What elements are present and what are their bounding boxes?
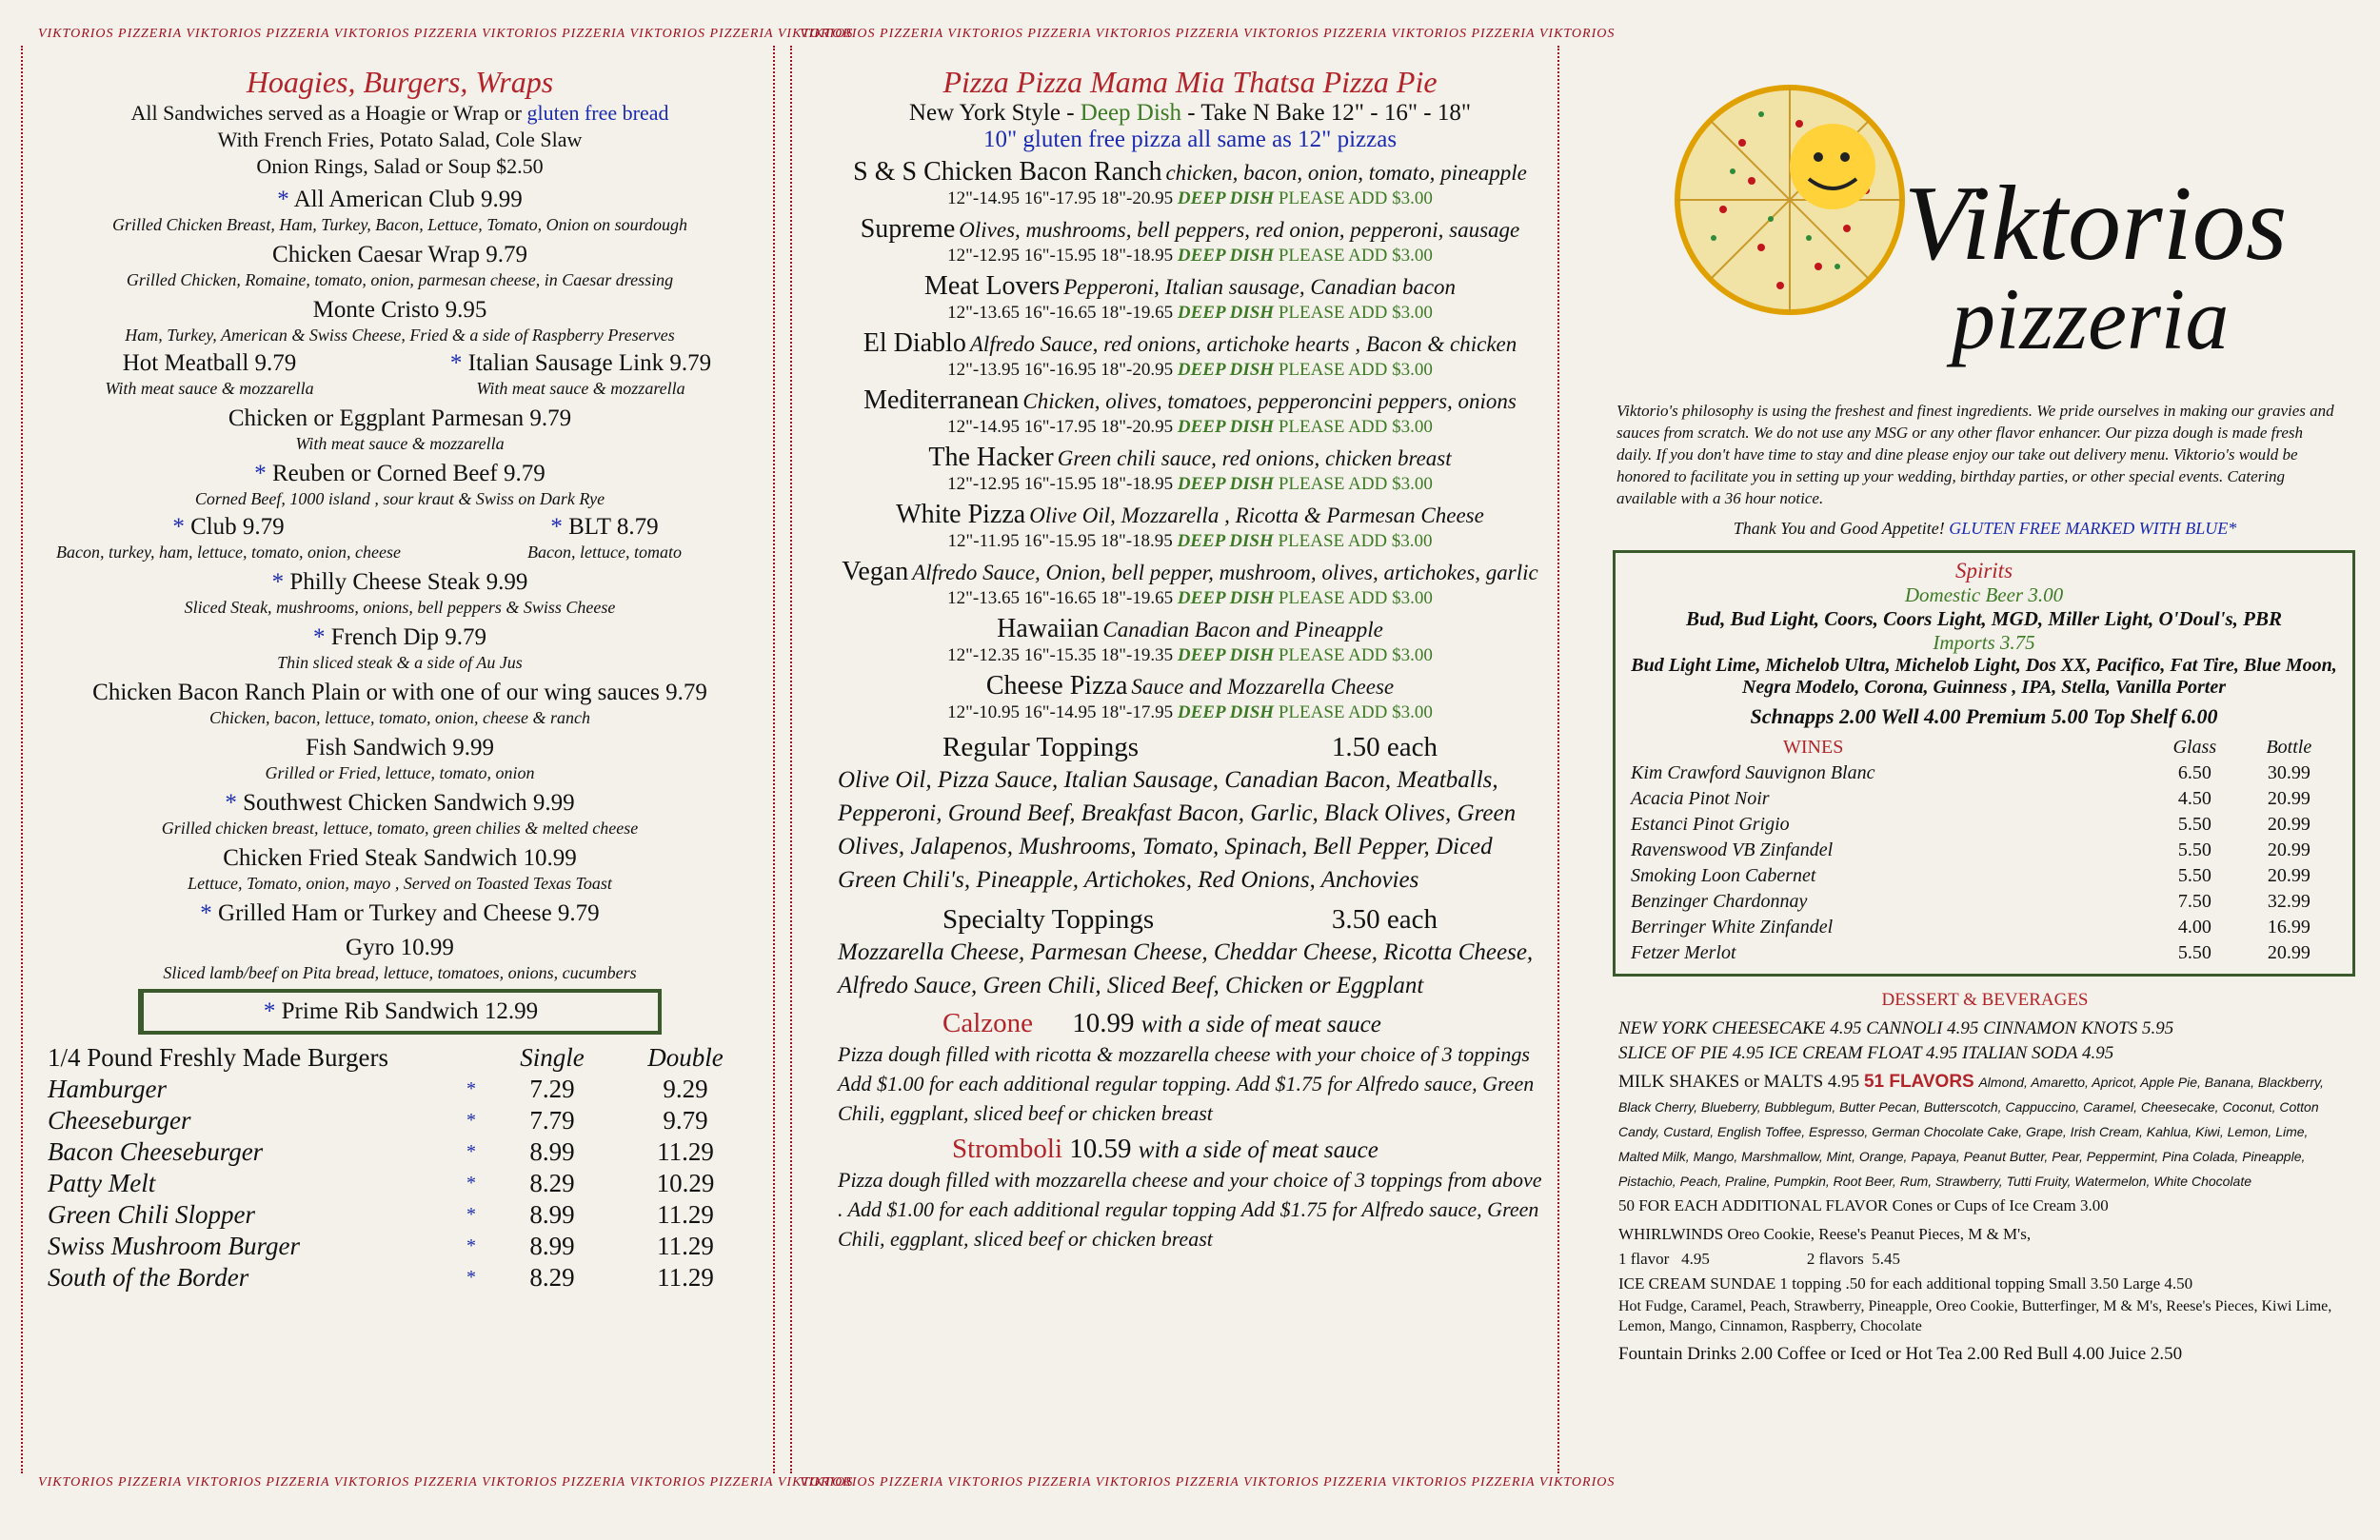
menu-item-name: All American Club 9.99 bbox=[293, 187, 523, 212]
wine-name: Estanci Pinot Grigio bbox=[1631, 814, 1790, 835]
menu-item bbox=[38, 734, 762, 783]
pizza-prices: 12"-12.95 16"-15.95 18"-18.95 bbox=[947, 246, 1174, 266]
burger-double-price: 10.29 bbox=[656, 1169, 715, 1197]
section-title: Pizza Pizza Mama Mia Thatsa Pizza Pie bbox=[942, 65, 1438, 99]
stromboli-desc: Pizza dough filled with mozzarella cheese and your choice of 3 toppings from above . Add $1.00 for each additional regular topping Add $1.75 for Alfredo sauce, Green Chili, eggplant, sliced beef or chicken breast bbox=[838, 1168, 1542, 1251]
wine-row bbox=[1631, 940, 2337, 966]
wine-row bbox=[1631, 812, 2337, 838]
shots-prices: Schnapps 2.00 Well 4.00 Premium 5.00 Top Shelf 6.00 bbox=[1750, 704, 2218, 728]
menu-item-name: Club 9.79 bbox=[190, 514, 285, 540]
shakes-label: MILK SHAKES or MALTS 4.95 bbox=[1618, 1072, 1864, 1092]
burger-single-price: 7.29 bbox=[529, 1075, 575, 1103]
regular-toppings-list: Olive Oil, Pizza Sauce, Italian Sausage, Canadian Bacon, Meatballs, Pepperoni, Ground Beef, Breakfast Bacon, Garlic, Black Olives, Green Olives, Jalapenos, Mushrooms, Tomato, Spinach, Bell Pepper, Diced Green Chili's, Pineapple, Artichokes, Red Onions, Anchovies bbox=[838, 767, 1517, 893]
domestic-beer: Domestic Beer 3.00 bbox=[1904, 583, 2064, 606]
wine-row bbox=[1631, 889, 2337, 915]
wine-row bbox=[1631, 863, 2337, 889]
wine-row bbox=[1631, 915, 2337, 940]
single-header: Single bbox=[520, 1043, 585, 1072]
burger-double-price: 11.29 bbox=[657, 1263, 714, 1292]
wine-bottle-price: 20.99 bbox=[2267, 839, 2311, 860]
intro-line: All Sandwiches served as a Hoagie or Wrap or bbox=[130, 101, 527, 125]
imports-beer: Imports 3.75 bbox=[1933, 631, 2035, 654]
burger-name: Patty Melt bbox=[48, 1169, 156, 1197]
menu-item-desc: Corned Beef, 1000 island , sour kraut & Swiss on Dark Rye bbox=[194, 489, 605, 508]
burger-name: Swiss Mushroom Burger bbox=[48, 1232, 301, 1260]
pizza-name: White Pizza bbox=[896, 500, 1026, 529]
pizza-name: Vegan bbox=[842, 557, 909, 586]
pizza-desc: Green chili sauce, red onions, chicken breast bbox=[1057, 446, 1452, 470]
logo-area bbox=[1609, 38, 2361, 400]
border-bottom: VIKTORIOS PIZZERIA VIKTORIOS PIZZERIA VIKTORIOS PIZZERIA VIKTORIOS PIZZERIA VIKTORIOS PIZZERIA VIKTORIOS bbox=[38, 1475, 854, 1490]
pizza-item bbox=[838, 614, 1542, 667]
sundae: ICE CREAM SUNDAE 1 topping .50 for each additional topping Small 3.50 Large 4.50 bbox=[1618, 1274, 2193, 1293]
gluten-free-star: * bbox=[466, 1173, 476, 1194]
menu-item-name: Chicken or Eggplant Parmesan 9.79 bbox=[228, 405, 572, 431]
pizza-prices: 12"-14.95 16"-17.95 18"-20.95 bbox=[947, 417, 1174, 437]
burger-double-price: 9.29 bbox=[663, 1075, 708, 1103]
deep-dish-label: DEEP DISH bbox=[1177, 417, 1275, 437]
deep-dish-label: DEEP DISH bbox=[1177, 246, 1275, 266]
menu-item bbox=[38, 186, 762, 235]
deep-dish-label: DEEP DISH bbox=[1177, 303, 1275, 323]
burger-single-price: 8.29 bbox=[529, 1263, 575, 1292]
wine-name: Benzinger Chardonnay bbox=[1631, 891, 1808, 912]
drinks-line: Fountain Drinks 2.00 Coffee or Iced or Hot Tea 2.00 Red Bull 4.00 Juice 2.50 bbox=[1618, 1344, 2183, 1364]
pizza-list bbox=[838, 157, 1542, 724]
burger-double-price: 11.29 bbox=[657, 1232, 714, 1260]
style-text: - Take N Bake 12" - 16" - 18" bbox=[1181, 100, 1472, 126]
menu-item-name: Grilled Ham or Turkey and Cheese 9.79 bbox=[218, 900, 600, 926]
drinks-box bbox=[1613, 550, 2355, 977]
wine-name: Kim Crawford Sauvignon Blanc bbox=[1631, 762, 1875, 783]
pizza-name: Mediterranean bbox=[863, 385, 1020, 415]
burger-double-price: 11.29 bbox=[657, 1137, 714, 1166]
pizza-prices: 12"-13.65 16"-16.65 18"-19.65 bbox=[947, 303, 1174, 323]
pizza-item bbox=[838, 557, 1542, 610]
pizza-desc: Olive Oil, Mozzarella , Ricotta & Parmesan Cheese bbox=[1029, 503, 1484, 527]
sandwich-panel bbox=[38, 27, 854, 1492]
pizza-prices: 12"-10.95 16"-14.95 18"-17.95 bbox=[947, 702, 1174, 722]
pizza-prices: 12"-12.95 16"-15.95 18"-18.95 bbox=[947, 474, 1174, 494]
gluten-free-star: * bbox=[466, 1267, 476, 1288]
prime-rib-box bbox=[138, 989, 662, 1035]
wine-name: Berringer White Zinfandel bbox=[1631, 917, 1834, 938]
style-text: New York Style - bbox=[908, 100, 1081, 126]
wine-glass-price: 5.50 bbox=[2177, 942, 2211, 963]
menu-item-name: Prime Rib Sandwich 12.99 bbox=[281, 998, 539, 1024]
menu-item-name: Reuben or Corned Beef 9.79 bbox=[272, 461, 545, 486]
menu-item-desc: Sliced lamb/beef on Pita bread, lettuce, tomatoes, onions, cucumbers bbox=[163, 963, 637, 982]
menu-item-name: Southwest Chicken Sandwich 9.99 bbox=[243, 790, 575, 816]
menu-item-desc: Grilled Chicken Breast, Ham, Turkey, Bacon, Lettuce, Tomato, Onion on sourdough bbox=[112, 215, 687, 234]
bottle-header: Bottle bbox=[2266, 737, 2312, 758]
wine-glass-price: 4.00 bbox=[2177, 917, 2211, 938]
philosophy-text: Viktorio's philosophy is using the freshest and finest ingredients. We pride ourselves in making our gravies and sauces from scratch. We do not use any MSG or any other flavor enhancer. Our pizza dough is made fresh daily. If you don't have time to stay and dine please enjoy our take out delivery menu. Viktorio's would be honored to facilitate you in setting up your wedding, birthday parties, or other special events. Catering available with a 36 hour notice. bbox=[1616, 402, 2334, 507]
sundae-toppings: Hot Fudge, Caramel, Peach, Strawberry, Pineapple, Oreo Cookie, Butterfinger, M & M's, Reese's Pieces, Kiwi Lime, Lemon, Mango, Cinnamon, Raspberry, Chocolate bbox=[1618, 1298, 2332, 1334]
burger-double-price: 11.29 bbox=[657, 1200, 714, 1229]
pizza-item bbox=[838, 671, 1542, 724]
logo-subtitle: pizzeria bbox=[1952, 270, 2230, 367]
gluten-free-star: * bbox=[271, 569, 290, 595]
border-left bbox=[21, 46, 34, 1473]
deep-dish-label: Deep Dish bbox=[1080, 100, 1182, 126]
intro-line: Onion Rings, Salad or Soup $2.50 bbox=[256, 154, 544, 178]
pizza-name: El Diablo bbox=[863, 328, 966, 358]
menu-item-desc: Grilled Chicken, Romaine, tomato, onion, parmesan cheese, in Caesar dressing bbox=[126, 270, 674, 289]
stromboli-title: Stromboli bbox=[952, 1134, 1063, 1164]
pizza-desc: Alfredo Sauce, Onion, bell pepper, mushroom, olives, artichokes, garlic bbox=[912, 561, 1538, 584]
gluten-free-star: * bbox=[172, 514, 191, 540]
intro-line: With French Fries, Potato Salad, Cole Slaw bbox=[217, 128, 583, 151]
wine-name: Acacia Pinot Noir bbox=[1631, 788, 1770, 809]
regular-toppings-title: Regular Toppings bbox=[942, 732, 1140, 762]
burger-name: Green Chili Slopper bbox=[48, 1200, 255, 1229]
wine-bottle-price: 20.99 bbox=[2267, 814, 2311, 835]
wine-row bbox=[1631, 838, 2337, 863]
pizza-name: S & S Chicken Bacon Ranch bbox=[853, 157, 1162, 187]
burger-row bbox=[38, 1136, 752, 1168]
menu-item-desc: Thin sliced steak & a side of Au Jus bbox=[277, 653, 523, 672]
glass-header: Glass bbox=[2172, 737, 2217, 758]
burger-single-price: 8.29 bbox=[529, 1169, 575, 1197]
double-header: Double bbox=[647, 1043, 724, 1072]
deep-dish-price: PLEASE ADD $3.00 bbox=[1278, 246, 1433, 266]
menu-item-name: French Dip 9.79 bbox=[330, 624, 486, 650]
stromboli-side: with a side of meat sauce bbox=[1138, 1137, 1378, 1163]
burger-name: South of the Border bbox=[48, 1263, 249, 1292]
imports-list: Bud Light Lime, Michelob Ultra, Michelob Light, Dos XX, Pacifico, Fat Tire, Blue Moon, Negra Modelo, Corona, Guinness , IPA, Stella, Vanilla Porter bbox=[1631, 655, 2337, 698]
deep-dish-price: PLEASE ADD $3.00 bbox=[1278, 417, 1433, 437]
menu-item-desc: Grilled chicken breast, lettuce, tomato, green chilies & melted cheese bbox=[161, 819, 639, 838]
deep-dish-price: PLEASE ADD $3.00 bbox=[1278, 474, 1433, 494]
burger-name: Hamburger bbox=[48, 1075, 167, 1103]
wines-table bbox=[1631, 735, 2337, 966]
thanks-text: Thank You and Good Appetite! bbox=[1733, 519, 1945, 538]
dessert-line: NEW YORK CHEESECAKE 4.95 CANNOLI 4.95 CINNAMON KNOTS 5.95 bbox=[1618, 1018, 2174, 1038]
deep-dish-label: DEEP DISH bbox=[1177, 474, 1275, 494]
flavors-count: 51 FLAVORS bbox=[1863, 1072, 1974, 1092]
pizza-prices: 12"-11.95 16"-15.95 18"-18.95 bbox=[947, 531, 1173, 551]
pizza-name: Supreme bbox=[860, 214, 956, 244]
menu-item-name: Chicken Caesar Wrap 9.79 bbox=[272, 242, 527, 267]
menu-item bbox=[38, 899, 762, 928]
menu-item-desc: Sliced Steak, mushrooms, onions, bell peppers & Swiss Cheese bbox=[184, 598, 616, 617]
menu-item bbox=[38, 568, 762, 618]
whirlwinds-prices: 1 flavor 4.95 2 flavors 5.45 bbox=[1618, 1250, 1901, 1268]
pizza-desc: Olives, mushrooms, bell peppers, red onion, pepperoni, sausage bbox=[959, 218, 1520, 242]
gluten-free-star: * bbox=[550, 514, 569, 540]
section-title: Hoagies, Burgers, Wraps bbox=[246, 65, 554, 99]
menu-item-desc: Grilled or Fried, lettuce, tomato, onion bbox=[265, 763, 535, 782]
burger-single-price: 8.99 bbox=[529, 1137, 575, 1166]
menu-item bbox=[38, 241, 762, 290]
menu-item-desc: With meat sauce & mozzarella bbox=[105, 379, 314, 398]
burgers-table bbox=[38, 1042, 752, 1293]
burger-row bbox=[38, 1199, 752, 1231]
pizza-desc: Canadian Bacon and Pineapple bbox=[1102, 618, 1383, 642]
pizza-item bbox=[838, 157, 1542, 210]
info-panel bbox=[1609, 38, 2361, 1504]
burgers-title: 1/4 Pound Freshly Made Burgers bbox=[48, 1043, 388, 1072]
pizza-name: Meat Lovers bbox=[923, 271, 1061, 301]
burger-row bbox=[38, 1231, 752, 1262]
menu-item-name: Chicken Fried Steak Sandwich 10.99 bbox=[223, 845, 577, 871]
burger-single-price: 8.99 bbox=[529, 1232, 575, 1260]
gluten-free-star: * bbox=[263, 998, 282, 1024]
deep-dish-price: PLEASE ADD $3.00 bbox=[1278, 588, 1433, 608]
menu-item-desc: Ham, Turkey, American & Swiss Cheese, Fried & a side of Raspberry Preserves bbox=[125, 326, 675, 345]
stromboli-price: 10.59 bbox=[1069, 1134, 1132, 1164]
pizza-desc: Sauce and Mozzarella Cheese bbox=[1131, 675, 1395, 699]
specialty-toppings-title: Specialty Toppings bbox=[942, 904, 1155, 935]
wine-glass-price: 5.50 bbox=[2177, 814, 2211, 835]
burger-row bbox=[38, 1105, 752, 1136]
gluten-free-star: * bbox=[313, 624, 331, 650]
wine-glass-price: 6.50 bbox=[2177, 762, 2211, 783]
menu-item-desc: Chicken, bacon, lettuce, tomato, onion, cheese & ranch bbox=[209, 708, 590, 727]
menu-item-name: Italian Sausage Link 9.79 bbox=[467, 350, 712, 376]
gluten-free-star: * bbox=[466, 1235, 476, 1256]
whirlwinds: WHIRLWINDS Oreo Cookie, Reese's Peanut Pieces, M & M's, bbox=[1618, 1225, 2032, 1243]
menu-item bbox=[38, 296, 762, 346]
menu-item-name: Monte Cristo 9.95 bbox=[312, 297, 487, 323]
menu-item bbox=[38, 460, 762, 509]
gluten-free-star: * bbox=[466, 1110, 476, 1131]
regular-toppings-price: 1.50 each bbox=[1331, 732, 1438, 762]
gluten-free-note: GLUTEN FREE MARKED WITH BLUE* bbox=[1949, 519, 2237, 538]
specialty-toppings-price: 3.50 each bbox=[1331, 904, 1438, 935]
gluten-free-star: * bbox=[466, 1204, 476, 1225]
burger-name: Cheeseburger bbox=[48, 1106, 191, 1135]
pizza-logo-icon bbox=[1666, 76, 1914, 324]
pizza-desc: Alfredo Sauce, red onions, artichoke hearts , Bacon & chicken bbox=[969, 332, 1517, 356]
flavor-list: Almond, Amaretto, Apricot, Apple Pie, Banana, Blackberry, Black Cherry, Blueberry, Bubblegum, Butter Pecan, Butterscotch, Cappuccino, Caramel, Cheesecake, Coconut, Cotton Candy, Custard, English Toffee, Espresso, German Chocolate Cake, Grape, Irish Cream, Kahlua, Kiwi, Lemon, Lime, Malted Milk, Mango, Marshmallow, Mint, Orange, Papaya, Peanut Butter, Pear, Peppermint, Pina Colada, Pineapple, Pistachio, Peach, Praline, Pumpkin, Root Beer, Rum, Strawberry, Tutti Fruity, Watermelon, White Chocolate bbox=[1618, 1075, 2324, 1189]
specialty-toppings-list: Mozzarella Cheese, Parmesan Cheese, Cheddar Cheese, Ricotta Cheese, Alfredo Sauce, Green Chili, Sliced Beef, Chicken or Eggplant bbox=[838, 939, 1534, 998]
menu-item-name: Gyro 10.99 bbox=[346, 935, 454, 960]
menu-item bbox=[38, 623, 762, 673]
wine-name: Fetzer Merlot bbox=[1631, 942, 1736, 963]
pizza-desc: chicken, bacon, onion, tomato, pineapple bbox=[1165, 161, 1527, 185]
menu-item bbox=[38, 844, 762, 894]
deep-dish-price: PLEASE ADD $3.00 bbox=[1278, 303, 1433, 323]
border-right bbox=[773, 46, 786, 1473]
burger-row bbox=[38, 1262, 752, 1293]
border-top: VIKTORIOS PIZZERIA VIKTORIOS PIZZERIA VIKTORIOS PIZZERIA VIKTORIOS PIZZERIA VIKTORIOS PIZZERIA VIKTORIOS bbox=[38, 27, 854, 41]
calzone-side: with a side of meat sauce bbox=[1140, 1012, 1381, 1037]
gluten-free-star: * bbox=[466, 1141, 476, 1162]
menu-list bbox=[38, 405, 762, 509]
menu-item-name: Fish Sandwich 9.99 bbox=[306, 735, 494, 760]
calzone-title: Calzone bbox=[942, 1008, 1034, 1038]
wine-bottle-price: 30.99 bbox=[2267, 762, 2311, 783]
gluten-free-star: * bbox=[200, 900, 219, 926]
menu-item-desc: Lettuce, Tomato, onion, mayo , Served on Toasted Texas Toast bbox=[188, 874, 612, 893]
menu-item bbox=[38, 934, 762, 983]
deep-dish-label: DEEP DISH bbox=[1177, 702, 1275, 722]
gluten-free-star: * bbox=[449, 350, 468, 376]
wine-name: Smoking Loon Cabernet bbox=[1631, 865, 1816, 886]
wine-bottle-price: 32.99 bbox=[2267, 891, 2311, 912]
pizza-prices: 12"-13.95 16"-16.95 18"-20.95 bbox=[947, 360, 1174, 380]
menu-item bbox=[38, 789, 762, 839]
menu-item-desc: Bacon, turkey, ham, lettuce, tomato, onion, cheese bbox=[56, 543, 401, 562]
deep-dish-price: PLEASE ADD $3.00 bbox=[1278, 702, 1433, 722]
wine-bottle-price: 20.99 bbox=[2267, 942, 2311, 963]
deep-dish-label: DEEP DISH bbox=[1177, 588, 1275, 608]
pizza-item bbox=[838, 271, 1542, 325]
pizza-panel bbox=[800, 27, 1616, 1492]
pizza-prices: 12"-14.95 16"-17.95 18"-20.95 bbox=[947, 188, 1174, 208]
menu-item-desc: Bacon, lettuce, tomato bbox=[527, 543, 682, 562]
menu-item bbox=[38, 405, 762, 454]
pizza-item bbox=[838, 385, 1542, 439]
deep-dish-label: DEEP DISH bbox=[1177, 188, 1275, 208]
border-left bbox=[790, 46, 803, 1473]
wine-glass-price: 7.50 bbox=[2177, 891, 2211, 912]
menu-item-name: Philly Cheese Steak 9.99 bbox=[289, 569, 528, 595]
pizza-item bbox=[838, 500, 1542, 553]
burger-name: Bacon Cheeseburger bbox=[48, 1137, 264, 1166]
menu-list bbox=[38, 568, 762, 983]
border-bottom: VIKTORIOS PIZZERIA VIKTORIOS PIZZERIA VIKTORIOS PIZZERIA VIKTORIOS PIZZERIA VIKTORIOS PIZZERIA VIKTORIOS bbox=[800, 1475, 1616, 1490]
menu-item-desc: With meat sauce & mozzarella bbox=[295, 434, 505, 453]
border-top: VIKTORIOS PIZZERIA VIKTORIOS PIZZERIA VIKTORIOS PIZZERIA VIKTORIOS PIZZERIA VIKTORIOS PIZZERIA VIKTORIOS bbox=[800, 27, 1616, 41]
menu-list bbox=[38, 186, 762, 346]
menu-item-name: BLT 8.79 bbox=[568, 514, 659, 540]
pizza-name: Cheese Pizza bbox=[985, 671, 1128, 701]
gluten-free-star: * bbox=[466, 1078, 476, 1099]
wine-bottle-price: 20.99 bbox=[2267, 865, 2311, 886]
pizza-item bbox=[838, 443, 1542, 496]
gluten-free-label: gluten free bread bbox=[526, 101, 669, 125]
pizza-name: The Hacker bbox=[928, 443, 1054, 472]
wine-bottle-price: 16.99 bbox=[2267, 917, 2311, 938]
additional-flavor: 50 FOR EACH ADDITIONAL FLAVOR Cones or Cups of Ice Cream 3.00 bbox=[1618, 1196, 2109, 1214]
gluten-free-star: * bbox=[277, 187, 294, 212]
pizza-desc: Pepperoni, Italian sausage, Canadian bacon bbox=[1063, 275, 1457, 299]
wine-glass-price: 5.50 bbox=[2177, 839, 2211, 860]
dessert-title: DESSERT & BEVERAGES bbox=[1881, 990, 2089, 1010]
deep-dish-price: PLEASE ADD $3.00 bbox=[1278, 645, 1433, 665]
wines-title: WINES bbox=[1783, 737, 1844, 758]
pizza-prices: 12"-12.35 16"-15.35 18"-19.35 bbox=[947, 645, 1174, 665]
pizza-desc: Chicken, olives, tomatoes, pepperoncini peppers, onions bbox=[1022, 389, 1517, 413]
deep-dish-price: PLEASE ADD $3.00 bbox=[1278, 360, 1433, 380]
deep-dish-price: PLEASE ADD $3.00 bbox=[1278, 531, 1433, 551]
calzone-desc: Pizza dough filled with ricotta & mozzarella cheese with your choice of 3 toppings Add $1.00 for each additional regular topping. Add $1.75 for Alfredo sauce, Green Chili, eggplant, sliced beef or chicken breast bbox=[838, 1042, 1535, 1125]
menu-item bbox=[38, 679, 762, 728]
wine-glass-price: 5.50 bbox=[2177, 865, 2211, 886]
burger-row bbox=[38, 1168, 752, 1199]
wine-glass-price: 4.50 bbox=[2177, 788, 2211, 809]
burger-single-price: 7.79 bbox=[529, 1106, 575, 1135]
domestic-list: Bud, Bud Light, Coors, Coors Light, MGD, Miller Light, O'Doul's, PBR bbox=[1685, 607, 2283, 630]
deep-dish-label: DEEP DISH bbox=[1177, 531, 1274, 551]
deep-dish-label: DEEP DISH bbox=[1177, 645, 1275, 665]
pizza-prices: 12"-13.65 16"-16.65 18"-19.65 bbox=[947, 588, 1174, 608]
pizza-item bbox=[838, 328, 1542, 382]
menu-item-name: Chicken Bacon Ranch Plain or with one of our wing sauces 9.79 bbox=[92, 680, 707, 705]
wine-row bbox=[1631, 786, 2337, 812]
wine-row bbox=[1631, 760, 2337, 786]
gluten-free-pizza-note: 10" gluten free pizza all same as 12" pizzas bbox=[982, 127, 1398, 152]
burger-row bbox=[38, 1074, 752, 1105]
menu-item-desc: With meat sauce & mozzarella bbox=[476, 379, 685, 398]
pizza-name: Hawaiian bbox=[997, 614, 1100, 643]
calzone-price: 10.99 bbox=[1072, 1008, 1135, 1038]
dessert-line: SLICE OF PIE 4.95 ICE CREAM FLOAT 4.95 ITALIAN SODA 4.95 bbox=[1618, 1043, 2114, 1063]
burger-single-price: 8.99 bbox=[529, 1200, 575, 1229]
deep-dish-label: DEEP DISH bbox=[1177, 360, 1275, 380]
wine-bottle-price: 20.99 bbox=[2267, 788, 2311, 809]
deep-dish-price: PLEASE ADD $3.00 bbox=[1278, 188, 1433, 208]
logo-name: Viktorios bbox=[1904, 165, 2288, 283]
pizza-item bbox=[838, 214, 1542, 267]
gluten-free-star: * bbox=[254, 461, 272, 486]
spirits-title: Spirits bbox=[1954, 559, 2013, 582]
gluten-free-star: * bbox=[225, 790, 244, 816]
burger-double-price: 9.79 bbox=[663, 1106, 708, 1135]
border-right bbox=[1557, 46, 1571, 1473]
menu-item-name: Hot Meatball 9.79 bbox=[122, 350, 297, 376]
wine-name: Ravenswood VB Zinfandel bbox=[1631, 839, 1834, 860]
